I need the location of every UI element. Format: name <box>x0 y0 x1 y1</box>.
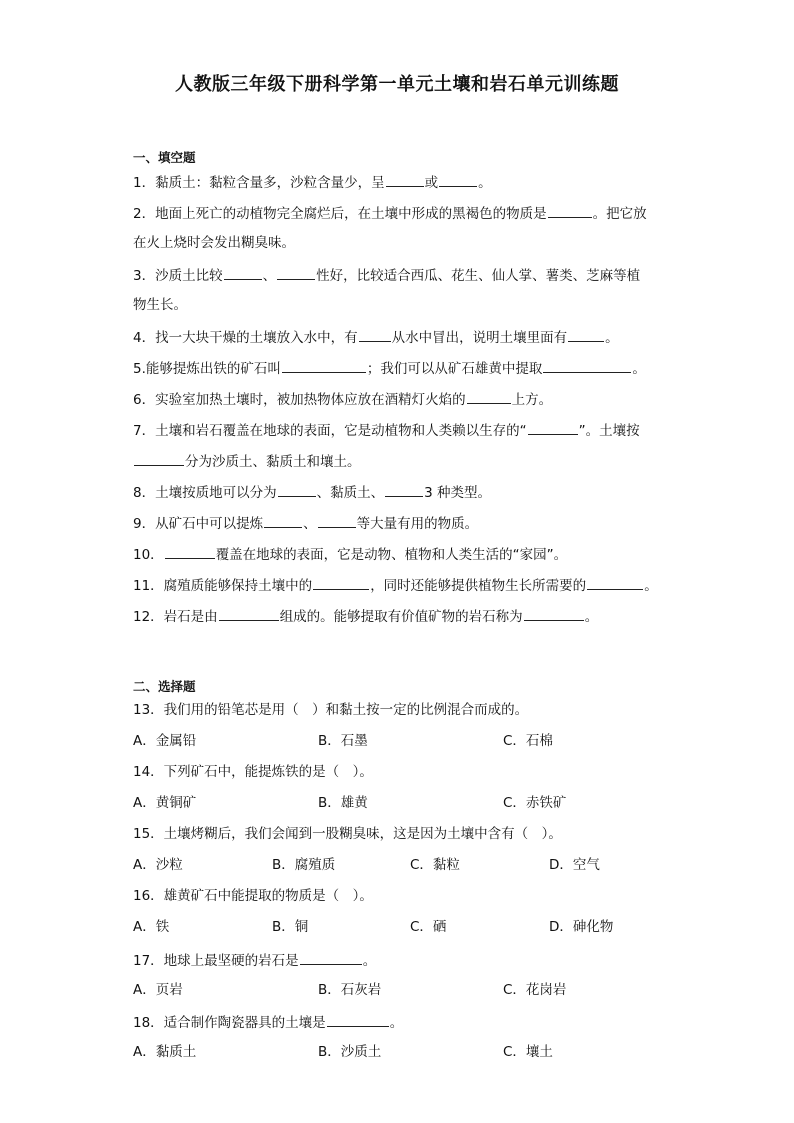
answer-blank[interactable] <box>359 327 391 342</box>
question-18-option-a[interactable]: A．黏质土 <box>133 1044 197 1060</box>
question-4: 4．找一大块干燥的土壤放入水中，有 从水中冒出，说明土壤里面有 。 <box>133 327 619 347</box>
section-heading-fill: 一、填空题 <box>133 150 196 165</box>
question-5: 5.能够提炼出铁的矿石叫 ；我们可以从矿石雄黄中提取 。 <box>133 358 646 378</box>
answer-blank[interactable] <box>165 544 215 559</box>
question-11: 11．腐殖质能够保持土壤中的 ，同时还能够提供植物生长所需要的 。 <box>133 575 658 595</box>
answer-blank[interactable] <box>548 203 592 218</box>
answer-blank[interactable] <box>439 172 477 187</box>
page-title: 人教版三年级下册科学第一单元土壤和岩石单元训练题 <box>175 74 619 95</box>
question-18-option-b[interactable]: B．沙质土 <box>318 1044 382 1060</box>
question-13-option-a[interactable]: A．金属铅 <box>133 733 197 749</box>
question-14-option-c[interactable]: C．赤铁矿 <box>503 795 567 811</box>
question-8: 8．土壤按质地可以分为 、黏质土、 3 种类型。 <box>133 482 491 502</box>
answer-blank[interactable] <box>277 265 315 280</box>
answer-blank[interactable] <box>134 451 184 466</box>
answer-blank[interactable] <box>524 606 584 621</box>
question-16-option-b[interactable]: B．铜 <box>272 919 309 935</box>
answer-blank[interactable] <box>587 575 643 590</box>
answer-blank[interactable] <box>528 420 578 435</box>
question-16-option-c[interactable]: C．硒 <box>410 919 447 935</box>
question-15-option-c[interactable]: C．黏粒 <box>410 857 460 873</box>
question-13-option-b[interactable]: B．石墨 <box>318 733 368 749</box>
question-9: 9．从矿石中可以提炼 、 等大量有用的物质。 <box>133 513 478 533</box>
answer-blank[interactable] <box>224 265 262 280</box>
question-15-stem: 15．土壤烤糊后，我们会闻到一股糊臭味，这是因为土壤中含有（ ）。 <box>133 826 562 842</box>
question-17-option-b[interactable]: B．石灰岩 <box>318 982 382 998</box>
section-heading-choice: 二、选择题 <box>133 679 196 694</box>
question-17-option-c[interactable]: C．花岗岩 <box>503 982 567 998</box>
question-10: 10． 覆盖在地球的表面，它是动物、植物和人类生活的“家园”。 <box>133 544 567 564</box>
question-15-option-d[interactable]: D．空气 <box>549 857 600 873</box>
question-7: 7．土壤和岩石覆盖在地球的表面，它是动植物和人类赖以生存的“ ”。土壤按 <box>133 420 640 440</box>
question-2: 2．地面上死亡的动植物完全腐烂后，在土壤中形成的黑褐色的物质是 。把它放 <box>133 203 647 223</box>
question-17-option-a[interactable]: A．页岩 <box>133 982 183 998</box>
question-1: 1．黏质土：黏粒含量多，沙粒含量少，呈 或 。 <box>133 172 492 192</box>
question-15-option-b[interactable]: B．腐殖质 <box>272 857 336 873</box>
question-14-option-b[interactable]: B．雄黄 <box>318 795 368 811</box>
answer-blank[interactable] <box>543 358 631 373</box>
question-14-option-a[interactable]: A．黄铜矿 <box>133 795 197 811</box>
question-3: 3．沙质土比较 、 性好，比较适合西瓜、花生、仙人掌、薯类、芝麻等植 <box>133 265 640 285</box>
answer-blank[interactable] <box>278 482 316 497</box>
question-15-option-a[interactable]: A．沙粒 <box>133 857 183 873</box>
question-18-option-c[interactable]: C．壤土 <box>503 1044 553 1060</box>
answer-blank[interactable] <box>467 389 511 404</box>
answer-blank[interactable] <box>300 950 362 965</box>
question-14-stem: 14．下列矿石中，能提炼铁的是（ ）。 <box>133 764 373 780</box>
question-17-stem: 17．地球上最坚硬的岩石是 。 <box>133 950 376 970</box>
answer-blank[interactable] <box>264 513 302 528</box>
question-16-option-a[interactable]: A．铁 <box>133 919 170 935</box>
answer-blank[interactable] <box>568 327 604 342</box>
question-3-continued: 物生长。 <box>133 297 187 313</box>
answer-blank[interactable] <box>282 358 366 373</box>
question-7-continued: 分为沙质土、黏质土和壤土。 <box>133 451 361 471</box>
answer-blank[interactable] <box>385 482 423 497</box>
answer-blank[interactable] <box>219 606 279 621</box>
question-2-continued: 在火上烧时会发出糊臭味。 <box>133 235 295 251</box>
question-18-stem: 18．适合制作陶瓷器具的土壤是 。 <box>133 1012 403 1032</box>
question-16-stem: 16．雄黄矿石中能提取的物质是（ ）。 <box>133 888 373 904</box>
answer-blank[interactable] <box>327 1012 389 1027</box>
question-12: 12．岩石是由 组成的。能够提取有价值矿物的岩石称为 。 <box>133 606 598 626</box>
answer-blank[interactable] <box>386 172 424 187</box>
question-16-option-d[interactable]: D．砷化物 <box>549 919 614 935</box>
answer-blank[interactable] <box>313 575 369 590</box>
question-13-stem: 13．我们用的铅笔芯是用（ ）和黏土按一定的比例混合而成的。 <box>133 702 529 718</box>
answer-blank[interactable] <box>318 513 356 528</box>
question-6: 6．实验室加热土壤时，被加热物体应放在酒精灯火焰的 上方。 <box>133 389 552 409</box>
question-13-option-c[interactable]: C．石棉 <box>503 733 553 749</box>
